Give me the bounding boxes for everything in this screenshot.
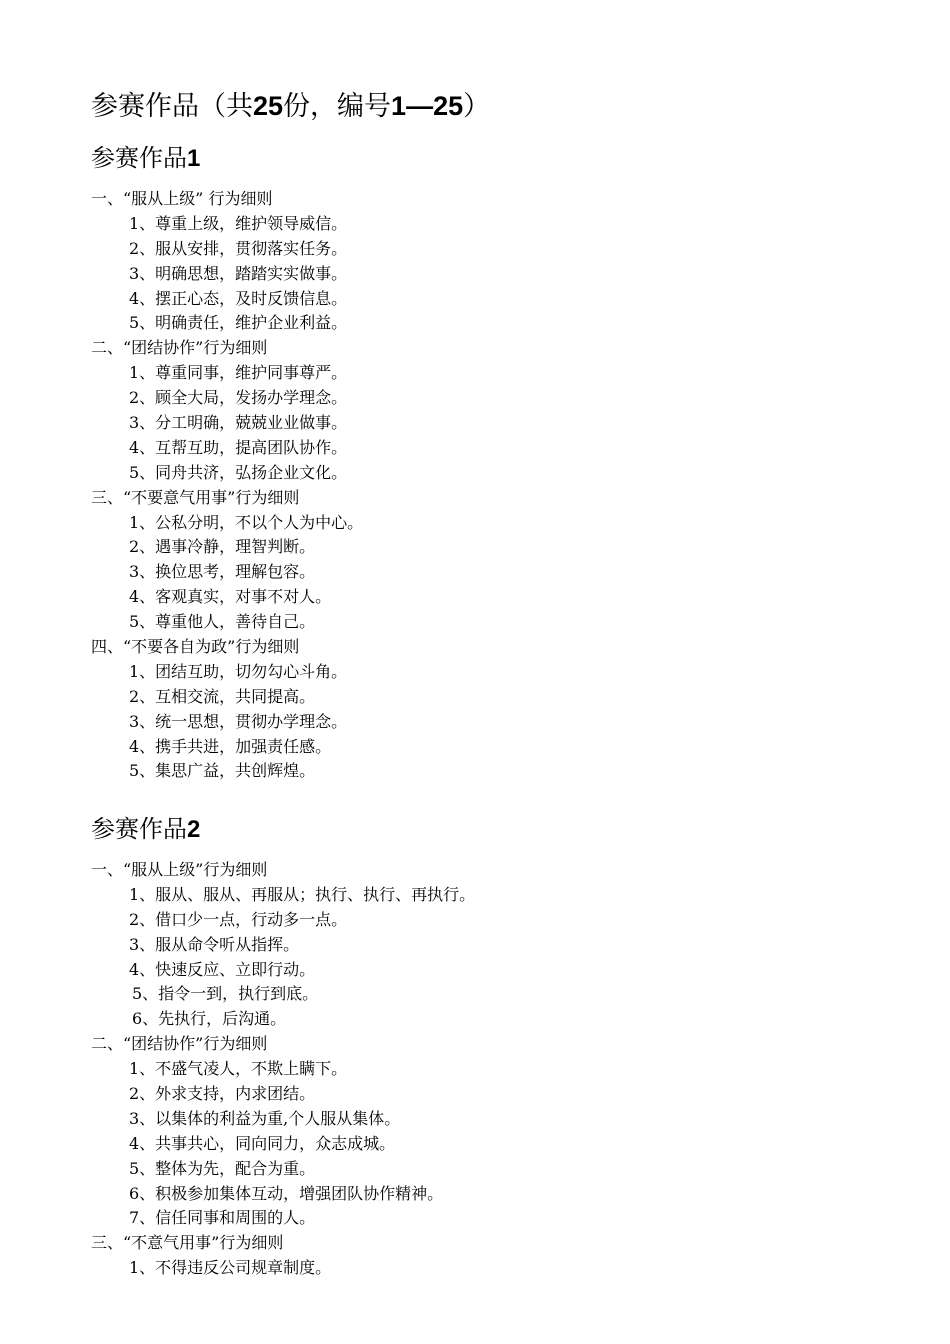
document-title <box>91 86 490 127</box>
group-title: 三、“不意气用事”行为细则 <box>91 1233 284 1253</box>
work-heading-number: 2 <box>187 816 201 843</box>
group-title: 二、“团结协作”行为细则 <box>91 1034 268 1054</box>
list-item: 2、顾全大局，发扬办学理念。 <box>129 388 348 408</box>
list-item: 6、先执行，后沟通。 <box>132 1009 287 1029</box>
list-item: 3、明确思想，踏踏实实做事。 <box>129 263 348 283</box>
list-item: 1、服从、服从、再服从；执行、执行、再执行。 <box>129 884 476 904</box>
list-item: 1、不得违反公司规章制度。 <box>129 1258 332 1278</box>
work-heading-text: 参赛作品 <box>91 144 187 172</box>
list-item: 2、借口少一点，行动多一点。 <box>129 909 348 929</box>
list-item: 5、同舟共济，弘扬企业文化。 <box>129 462 348 482</box>
title-count: 25 <box>253 91 284 121</box>
list-item: 5、明确责任，维护企业利益。 <box>129 313 348 333</box>
list-item: 2、遇事冷静，理智判断。 <box>129 537 316 557</box>
group-title: 一、“服从上级” 行为细则 <box>91 189 273 208</box>
title-end: ） <box>463 91 491 122</box>
list-item: 7、信任同事和周围的人。 <box>129 1208 316 1228</box>
list-item: 3、分工明确，兢兢业业做事。 <box>129 413 348 433</box>
work-heading-number: 1 <box>187 145 201 172</box>
list-item: 1、团结互助，切勿勾心斗角。 <box>129 661 348 681</box>
list-item: 4、快速反应、立即行动。 <box>129 959 316 979</box>
list-item: 5、指令一到，执行到底。 <box>132 984 319 1004</box>
work-section-1 <box>91 140 911 784</box>
list-item: 4、互帮互助，提高团队协作。 <box>129 437 348 457</box>
list-item: 1、尊重上级，维护领导威信。 <box>129 213 348 233</box>
list-item: 4、共事共心，同向同力，众志成城。 <box>129 1133 396 1153</box>
list-item: 1、不盛气凌人，不欺上瞒下。 <box>129 1059 348 1079</box>
title-range: 1—25 <box>391 91 464 121</box>
list-item: 3、服从命令听从指挥。 <box>129 934 300 954</box>
list-item: 1、公私分明，不以个人为中心。 <box>129 512 364 532</box>
title-mid: 份，编号 <box>283 91 392 122</box>
list-item: 4、摆正心态，及时反馈信息。 <box>129 288 348 308</box>
list-item: 5、整体为先，配合为重。 <box>129 1158 316 1178</box>
group-title: 四、“不要各自为政”行为细则 <box>91 637 300 657</box>
work-section-2 <box>91 811 911 1281</box>
list-item: 3、换位思考，理解包容。 <box>129 562 316 582</box>
group-title: 二、“团结协作”行为细则 <box>91 338 268 358</box>
list-item: 3、以集体的利益为重,个人服从集体。 <box>129 1108 401 1128</box>
rule-groups <box>91 858 911 1281</box>
list-item: 4、客观真实，对事不对人。 <box>129 587 332 607</box>
list-item: 4、携手共进，加强责任感。 <box>129 736 332 756</box>
list-item: 6、积极参加集体互动，增强团队协作精神。 <box>129 1183 444 1203</box>
group-title: 三、“不要意气用事”行为细则 <box>91 487 300 507</box>
list-item: 5、集思广益，共创辉煌。 <box>129 761 316 781</box>
title-text: 参赛作品（共 <box>91 91 253 122</box>
list-item: 5、尊重他人，善待自己。 <box>129 612 316 632</box>
list-item: 2、互相交流，共同提高。 <box>129 686 316 706</box>
list-item: 1、尊重同事，维护同事尊严。 <box>129 363 348 383</box>
group-title: 一、“服从上级”行为细则 <box>91 860 268 879</box>
work-heading <box>91 811 911 847</box>
list-item: 2、外求支持，内求团结。 <box>129 1084 316 1104</box>
rule-groups <box>91 187 911 784</box>
list-item: 2、服从安排，贯彻落实任务。 <box>129 238 348 258</box>
list-item: 3、统一思想，贯彻办学理念。 <box>129 711 348 731</box>
work-heading-text: 参赛作品 <box>91 815 187 843</box>
work-heading <box>91 140 911 176</box>
